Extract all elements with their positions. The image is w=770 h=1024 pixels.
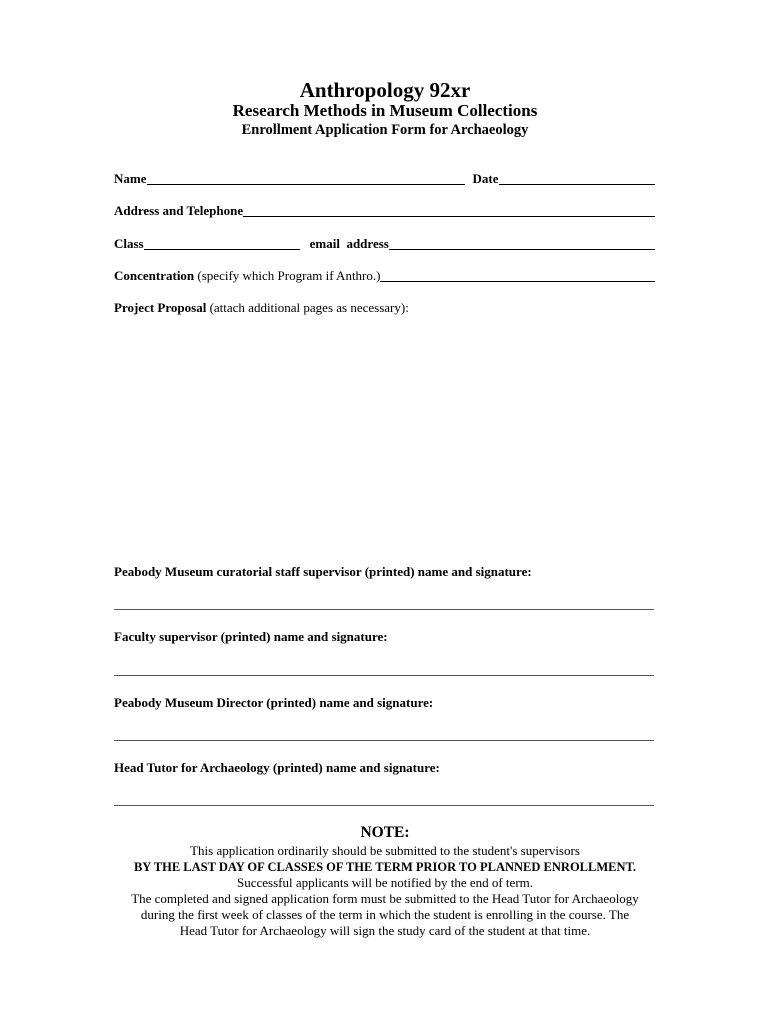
form-name: Enrollment Application Form for Archaeology [241,122,529,138]
project-proposal-area[interactable] [114,322,654,552]
head-tutor-signature-line[interactable] [114,805,654,806]
concentration-label: Concentration [114,268,195,283]
note-line-1: This application ordinarily should be submitted to the student's supervisors [190,843,580,858]
project-proposal-row [114,298,655,316]
project-proposal-label: Project Proposal [114,300,207,315]
faculty-supervisor-label: Faculty supervisor (printed) name and signature: [114,629,388,644]
museum-director-label: Peabody Museum Director (printed) name and signature: [114,695,434,710]
date-label: Date [472,171,499,186]
class-email-row [114,234,655,252]
name-date-row [114,169,655,187]
head-tutor-label: Head Tutor for Archaeology (printed) name and signature: [114,760,440,775]
address-telephone-field[interactable] [243,203,655,217]
faculty-supervisor-signature-line[interactable] [114,675,654,676]
course-subtitle: Research Methods in Museum Collections [232,101,538,120]
address-row [114,201,655,219]
concentration-hint: (specify which Program if Anthro.) [194,268,381,283]
name-field[interactable] [147,171,465,185]
curatorial-supervisor-signature-line[interactable] [114,609,654,610]
name-label: Name [114,171,147,186]
course-title: Anthropology 92xr [299,78,471,102]
email-field[interactable] [389,236,655,250]
class-label: Class [114,236,144,251]
email-label: email address [309,236,389,251]
note-title: NOTE: [360,824,410,841]
note-line-6: Head Tutor for Archaeology will sign the study card of the student at that time. [179,923,591,938]
note-line-4: The completed and signed application form must be submitted to the Head Tutor for Archaeology [131,891,639,906]
concentration-field[interactable] [380,268,655,282]
concentration-row [114,266,655,284]
project-proposal-hint: (attach additional pages as necessary): [206,300,409,315]
note-line-2: BY THE LAST DAY OF CLASSES OF THE TERM PRIOR TO PLANNED ENROLLMENT. [133,860,637,874]
museum-director-signature-line[interactable] [114,740,654,741]
note-line-5: during the first week of classes of the term in which the student is enrolling in the course. The [140,907,630,922]
date-field[interactable] [499,171,656,185]
address-telephone-label: Address and Telephone [114,203,244,218]
curatorial-supervisor-label: Peabody Museum curatorial staff supervisor (printed) name and signature: [114,564,532,579]
note-line-3: Successful applicants will be notified by the end of term. [236,875,534,890]
class-field[interactable] [144,236,300,250]
